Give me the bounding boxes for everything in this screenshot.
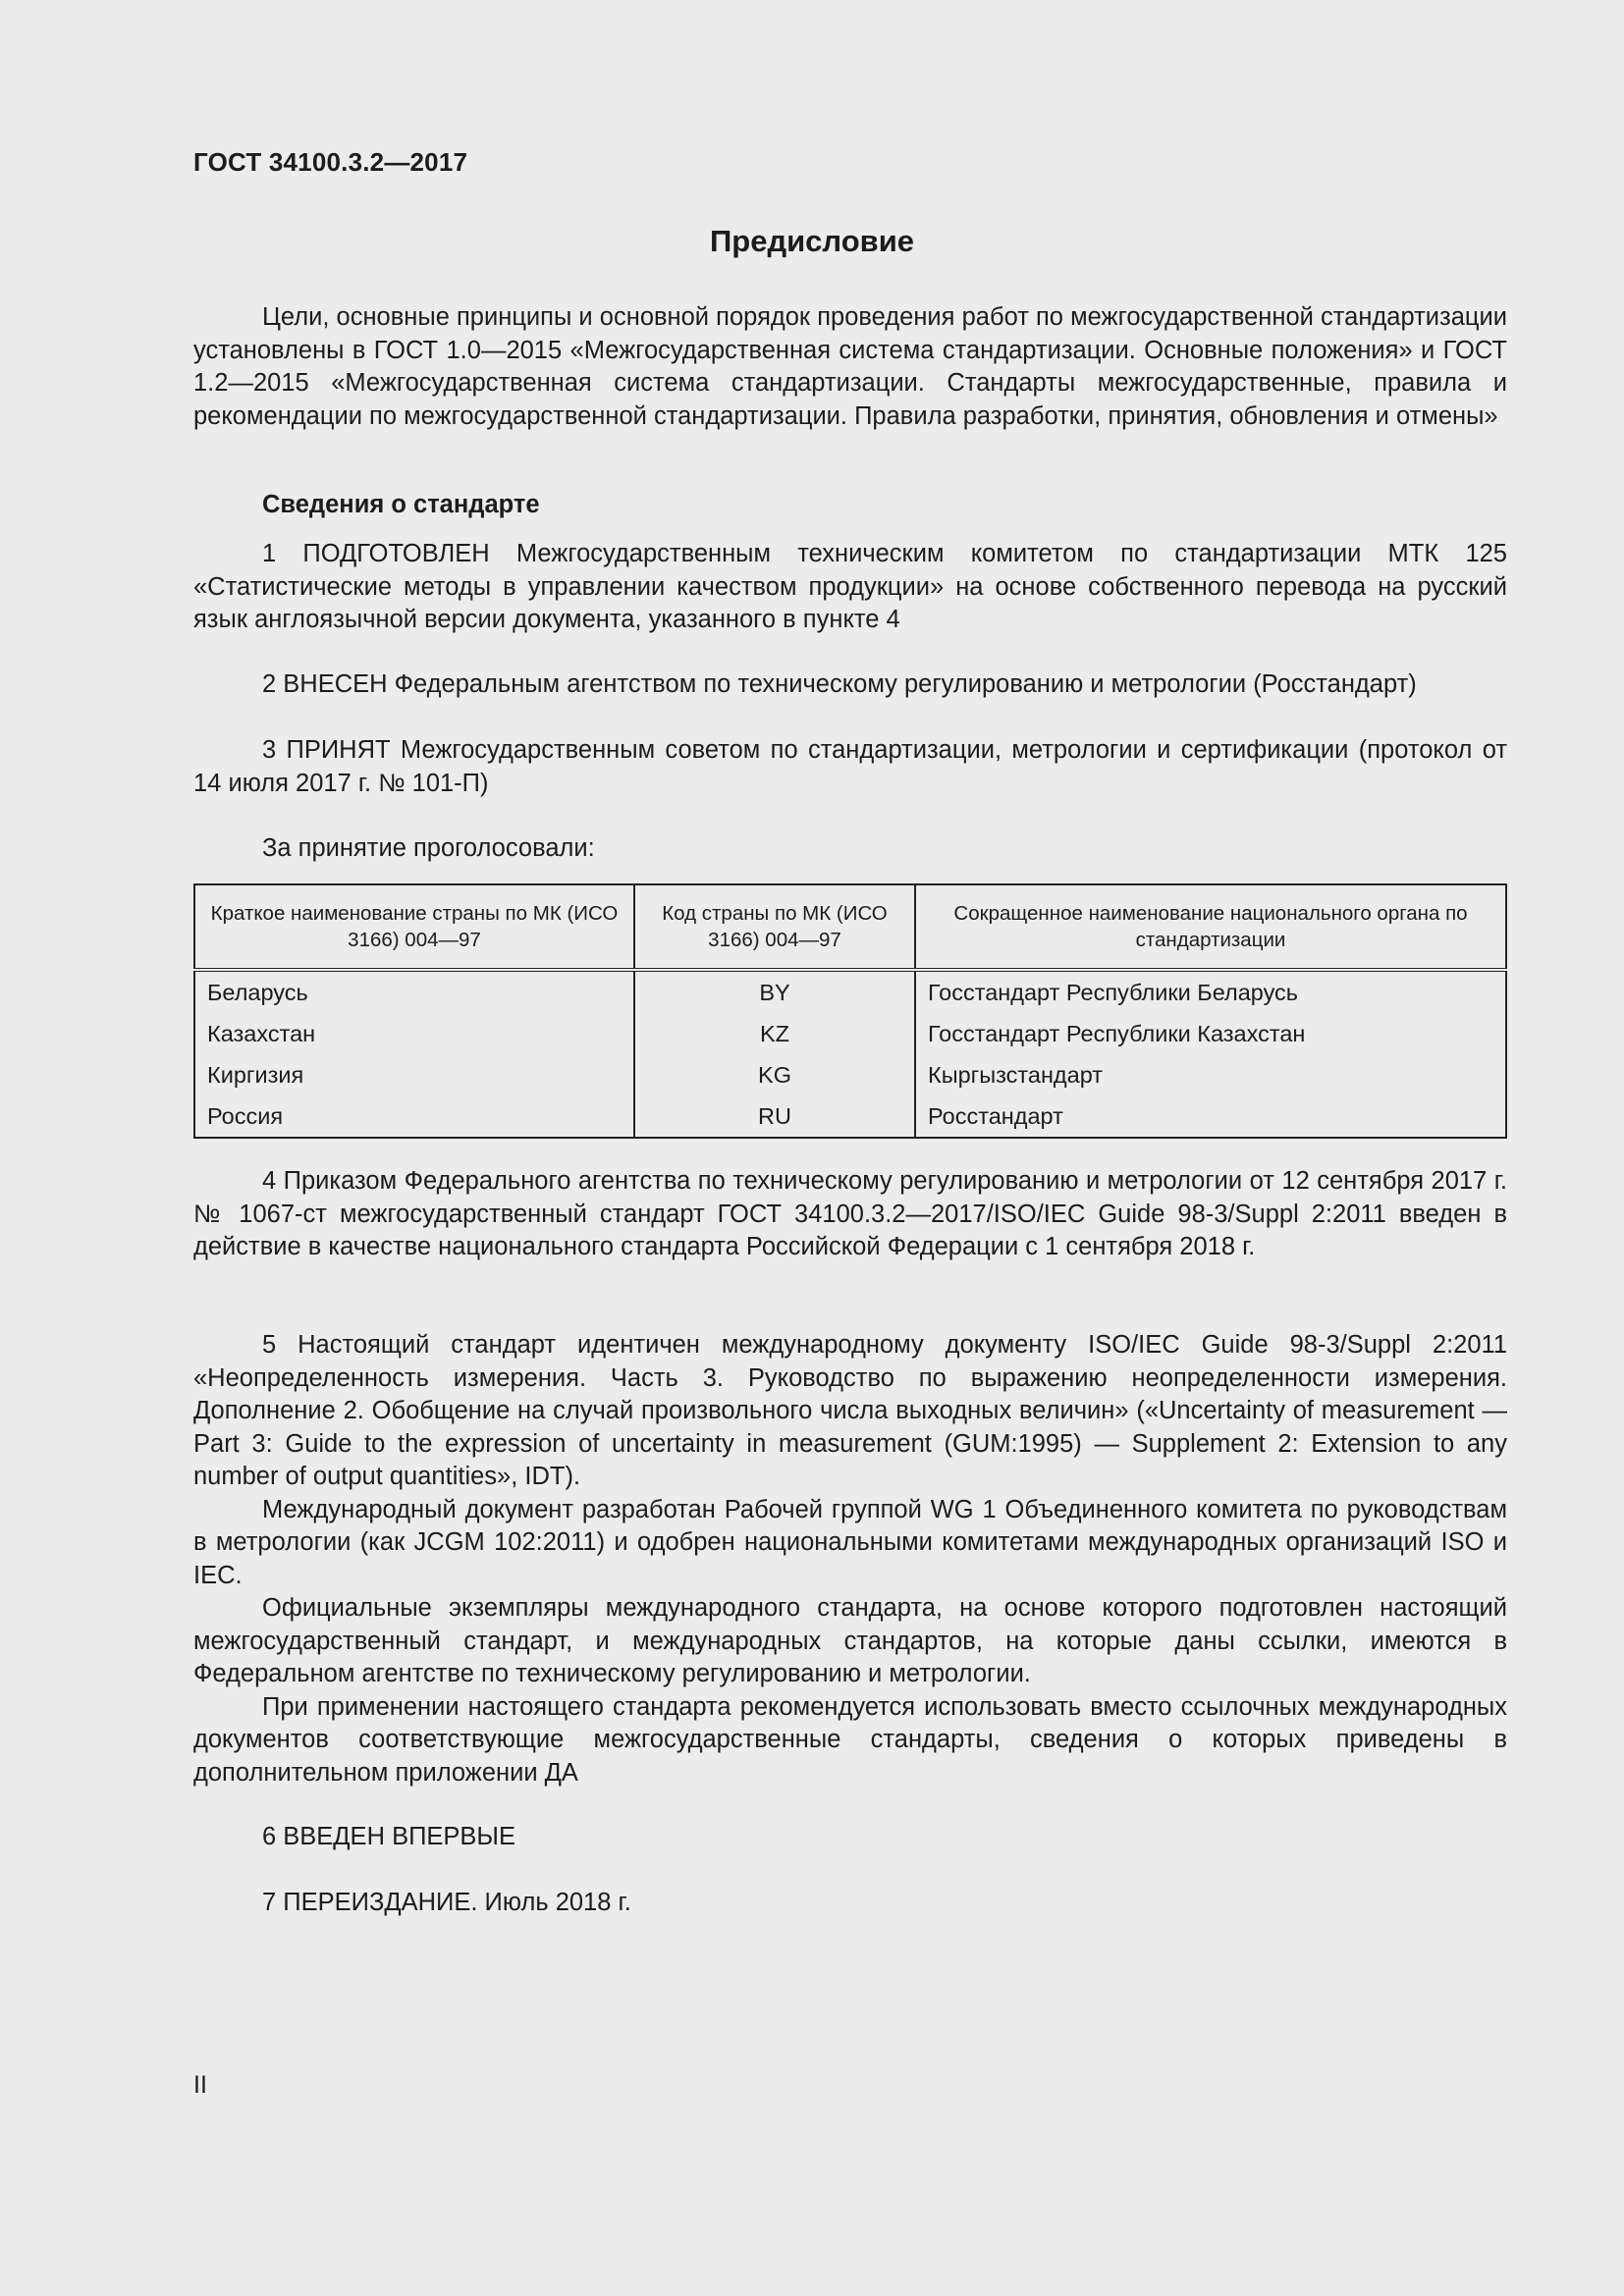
item-5-text-2: Международный документ разработан Рабочей группой WG 1 Объединенного комитета по руководствам в метрологии (как JCGM 102:2011) и одобрен национальными комитетами международных организаций ISO и IEC.	[193, 1495, 1507, 1589]
country-code: KG	[634, 1054, 915, 1095]
item-5-text: 5 Настоящий стандарт идентичен международному документу ISO/IEC Guide 98-3/Suppl 2:2011 «Неопределенность измерения. Часть 3. Руководство по выражению неопределенности измерения. Дополнение 2. Обобщение на случай произвольного числа выходных величин» («Uncertainty of measurement — Part 3: Guide to the expression of uncertainty in measurement (GUM:1995) — Supplement 2: Extension to any number of output quantities», IDT).	[193, 1331, 1507, 1490]
page-number: II	[193, 2071, 207, 2099]
country-name: Киргизия	[194, 1054, 634, 1095]
national-body: Госстандарт Республики Беларусь	[915, 970, 1506, 1013]
table-row	[194, 1054, 1506, 1095]
country-name: Беларусь	[194, 970, 634, 1013]
voting-table	[193, 883, 1507, 1139]
item-2	[193, 668, 1507, 702]
national-body: Росстандарт	[915, 1095, 1506, 1138]
header-national-body: Сокращенное наименование национального органа по стандартизации	[915, 884, 1506, 970]
voted-text: За принятие проголосовали:	[262, 834, 595, 862]
national-body: Кыргызстандарт	[915, 1054, 1506, 1095]
table-row	[194, 1095, 1506, 1138]
table-header-row	[194, 884, 1506, 970]
item-5-text-3: Официальные экземпляры международного стандарта, на основе которого подготовлен настоящий межгосударственный стандарт, и международных стандартов, на которые даны ссылки, имеются в Федеральном агентстве по техническому регулированию и метрологии.	[193, 1594, 1507, 1687]
item-2-text: 2 ВНЕСЕН Федеральным агентством по техническому регулированию и метрологии (Росстандарт)	[262, 670, 1417, 698]
item-6	[193, 1821, 1507, 1854]
national-body: Госстандарт Республики Казахстан	[915, 1013, 1506, 1054]
item-3	[193, 734, 1507, 800]
item-6-text: 6 ВВЕДЕН ВПЕРВЫЕ	[262, 1823, 516, 1850]
intro-text: Цели, основные принципы и основной порядок проведения работ по межгосударственной стандартизации установлены в ГОСТ 1.0—2015 «Межгосударственная система стандартизации. Основные положения» и ГОСТ 1.2—2015 «Межгосударственная система стандартизации. Стандарты межгосударственные, правила и рекомендации по межгосударственной стандартизации. Правила разработки, принятия, обновления и отмены»	[193, 303, 1507, 430]
item-7	[193, 1887, 1507, 1920]
table-row	[194, 970, 1506, 1013]
item-4	[193, 1165, 1507, 1264]
voted-label	[193, 832, 1507, 866]
table-row	[194, 1013, 1506, 1054]
item-1-text: 1 ПОДГОТОВЛЕН Межгосударственным техническим комитетом по стандартизации МТК 125 «Статистические методы в управлении качеством продукции» на основе собственного перевода на русский язык англоязычной версии документа, указанного в пункте 4	[193, 540, 1507, 633]
country-code: RU	[634, 1095, 915, 1138]
country-code: BY	[634, 970, 915, 1013]
country-name: Казахстан	[194, 1013, 634, 1054]
country-code: KZ	[634, 1013, 915, 1054]
item-3-text: 3 ПРИНЯТ Межгосударственным советом по стандартизации, метрологии и сертификации (протокол от 14 июля 2017 г. № 101-П)	[193, 736, 1507, 797]
item-4-text: 4 Приказом Федерального агентства по техническому регулированию и метрологии от 12 сентября 2017 г. № 1067-ст межгосударственный стандарт ГОСТ 34100.3.2—2017/ISO/IEC Guide 98-3/Suppl 2:2011 введен в действие в качестве национального стандарта Российской Федерации с 1 сентября 2018 г.	[193, 1167, 1507, 1260]
section-heading: Сведения о стандарте	[262, 491, 540, 518]
item-1	[193, 538, 1507, 637]
header-country-name: Краткое наименование страны по МК (ИСО 3166) 004—97	[194, 884, 634, 970]
header-country-code: Код страны по МК (ИСО 3166) 004—97	[634, 884, 915, 970]
item-7-text: 7 ПЕРЕИЗДАНИЕ. Июль 2018 г.	[262, 1889, 631, 1916]
document-code: ГОСТ 34100.3.2—2017	[193, 147, 468, 177]
country-name: Россия	[194, 1095, 634, 1138]
item-5	[193, 1329, 1507, 1789]
page-title: Предисловие	[709, 224, 914, 258]
item-5-text-4: При применении настоящего стандарта рекомендуется использовать вместо ссылочных международных документов соответствующие межгосударственные стандарты, сведения о которых приведены в дополнительном приложении ДА	[193, 1692, 1507, 1787]
intro-paragraph	[193, 301, 1507, 433]
